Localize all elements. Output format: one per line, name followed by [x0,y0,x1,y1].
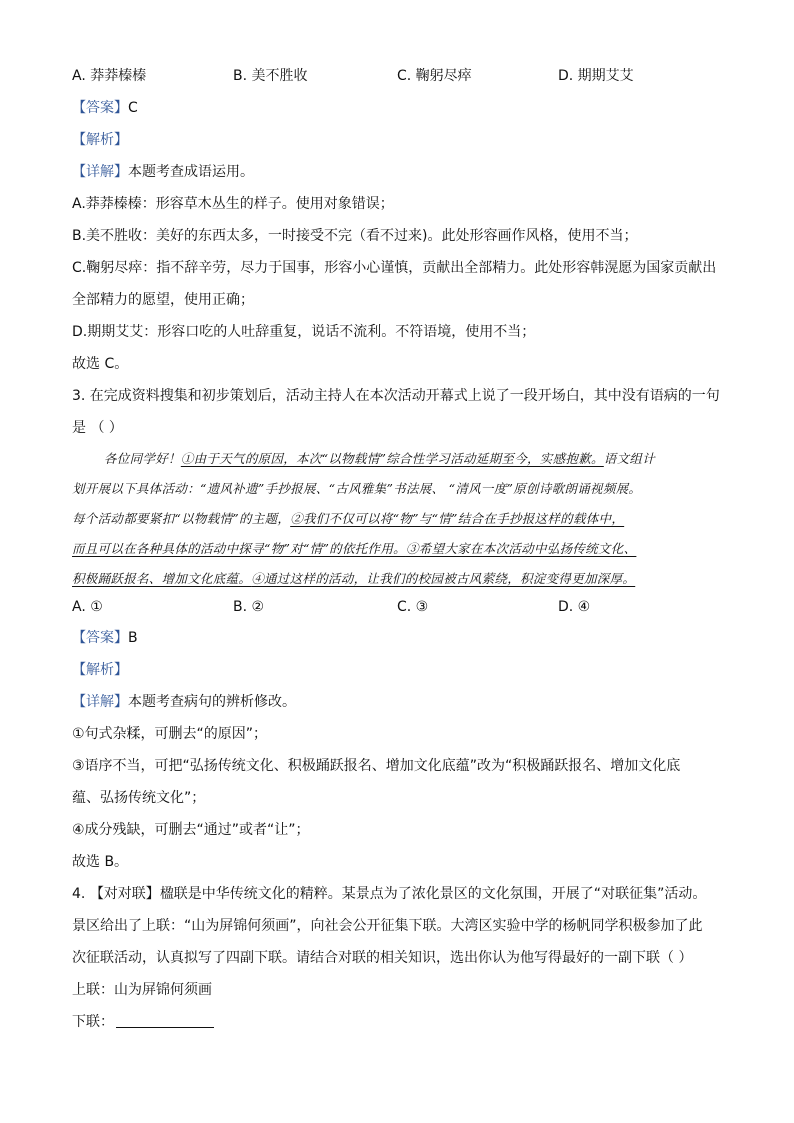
q2-analysis-tag: 【解析】 [72,132,128,148]
answer-tag: 【答案】 [72,630,128,646]
passage-text: 语文组计 [603,451,655,466]
passage-text: 各位同学好！ [104,451,181,466]
answer-value: C [128,100,138,116]
sentence-3: ③希望大家在本次活动中弘扬传统文化、 [405,541,637,556]
q3-explanation-line: ④成分残缺，可删去“通过”或者“让”； [72,822,310,838]
question-number: 4. [72,886,90,902]
detail-tag: 【详解】 [72,164,128,180]
q2-answer [72,98,138,118]
q3-option-b: B. ② [233,599,265,615]
answer-value: B [128,630,138,646]
q3-conclusion: 故选 B。 [72,854,129,870]
q3-passage-line [104,449,655,469]
question-tag: 【对对联】 [89,886,160,902]
sentence-2: ②我们不仅可以将“物”与“情”结合在手抄报这样的载体中， [290,511,625,526]
q4-lower-couplet [72,1012,214,1032]
q4-stem-line: 次征联活动，认真拟写了四副下联。请结合对联的相关知识，选出你认为他写得最好的一副下联（ ） [72,950,693,966]
q3-passage-line [72,539,636,559]
q3-passage-line [72,569,635,589]
detail-tag: 【详解】 [72,694,128,710]
sentence-2-cont: 而且可以在各种具体的活动中探寻“物”对“情”的依托作用。 [72,541,406,556]
q2-explanation-line: A.莽莽榛榛：形容草木丛生的样子。使用对象错误； [72,196,394,212]
q2-explanation-line: B.美不胜收：美好的东西太多，一时接受不完（看不过来)。此处形容画作风格，使用不当； [72,228,638,244]
q3-analysis-tag: 【解析】 [72,662,128,678]
q3-option-a: A. ① [72,599,103,615]
q2-explanation-line: D.期期艾艾：形容口吃的人吐辞重复，说话不流利。不符语境，使用不当； [72,324,536,340]
q3-explanation-line: 蕴、弘扬传统文化”； [72,790,206,806]
q3-option-c: C. ③ [397,599,429,615]
q3-explanation-line: ③语序不当，可把“弘扬传统文化、积极踊跃报名、增加文化底蕴”改为“积极踊跃报名、增加文化底 [72,758,681,774]
sentence-3-cont: 积极踊跃报名、增加文化底蕴。 [72,571,252,586]
sentence-1: ①由于天气的原因，本次“以物载情”综合性学习活动延期至今，实感抱歉。 [180,451,604,466]
passage-text: 每个活动都要紧扣“以物载情”的主题， [72,511,291,526]
q4-stem [72,884,706,904]
answer-blank[interactable] [116,1013,214,1028]
answer-tag: 【答案】 [72,100,128,116]
q2-explanation-line: C.鞠躬尽瘁：指不辞辛劳，尽力于国事，形容小心谨慎，贡献出全部精力。此处形容韩滉愿为国家贡献出 [72,260,717,276]
stem-text: 楹联是中华传统文化的精粹。某景点为了浓化景区的文化氛围，开展了“对联征集”活动。 [159,886,707,902]
q2-option-b: B. 美不胜收 [233,68,308,84]
q2-conclusion: 故选 C。 [72,356,129,372]
q3-option-d: D. ④ [558,599,591,615]
q3-stem-end: 是 （ ） [72,420,123,436]
sentence-4: ④通过这样的活动，让我们的校园被古风萦绕，积淀变得更加深厚。 [251,571,636,586]
q3-stem: 3. 在完成资料搜集和初步策划后，活动主持人在本次活动开幕式上说了一段开场白，其中没有语病的一句 [72,388,720,404]
q3-passage-line [72,509,624,529]
q2-option-c: C. 鞠躬尽瘁 [397,68,472,84]
q3-passage-line: 划开展以下具体活动：“遗风补遗”手抄报展、“古风雅集”书法展、 “清风一度”原创诗歌朗诵视频展。 [72,481,642,496]
q3-answer [72,628,138,648]
q2-option-a: A. 莽莽榛榛 [72,68,147,84]
detail-intro: 本题考查病句的辨析修改。 [128,694,296,710]
lower-label: 下联： [72,1014,114,1030]
q2-explanation-line: 全部精力的愿望，使用正确； [72,292,254,308]
q3-explanation-line: ①句式杂糅，可删去“的原因”； [72,726,268,742]
q3-detail [72,692,296,712]
q2-detail [72,162,254,182]
detail-intro: 本题考查成语运用。 [128,164,254,180]
q2-option-d: D. 期期艾艾 [558,68,634,84]
q4-upper-couplet: 上联：山为屏锦何须画 [72,982,212,998]
q4-stem-line: 景区给出了上联：“山为屏锦何须画”，向社会公开征集下联。大湾区实验中学的杨帆同学积极参加了此 [72,918,703,934]
